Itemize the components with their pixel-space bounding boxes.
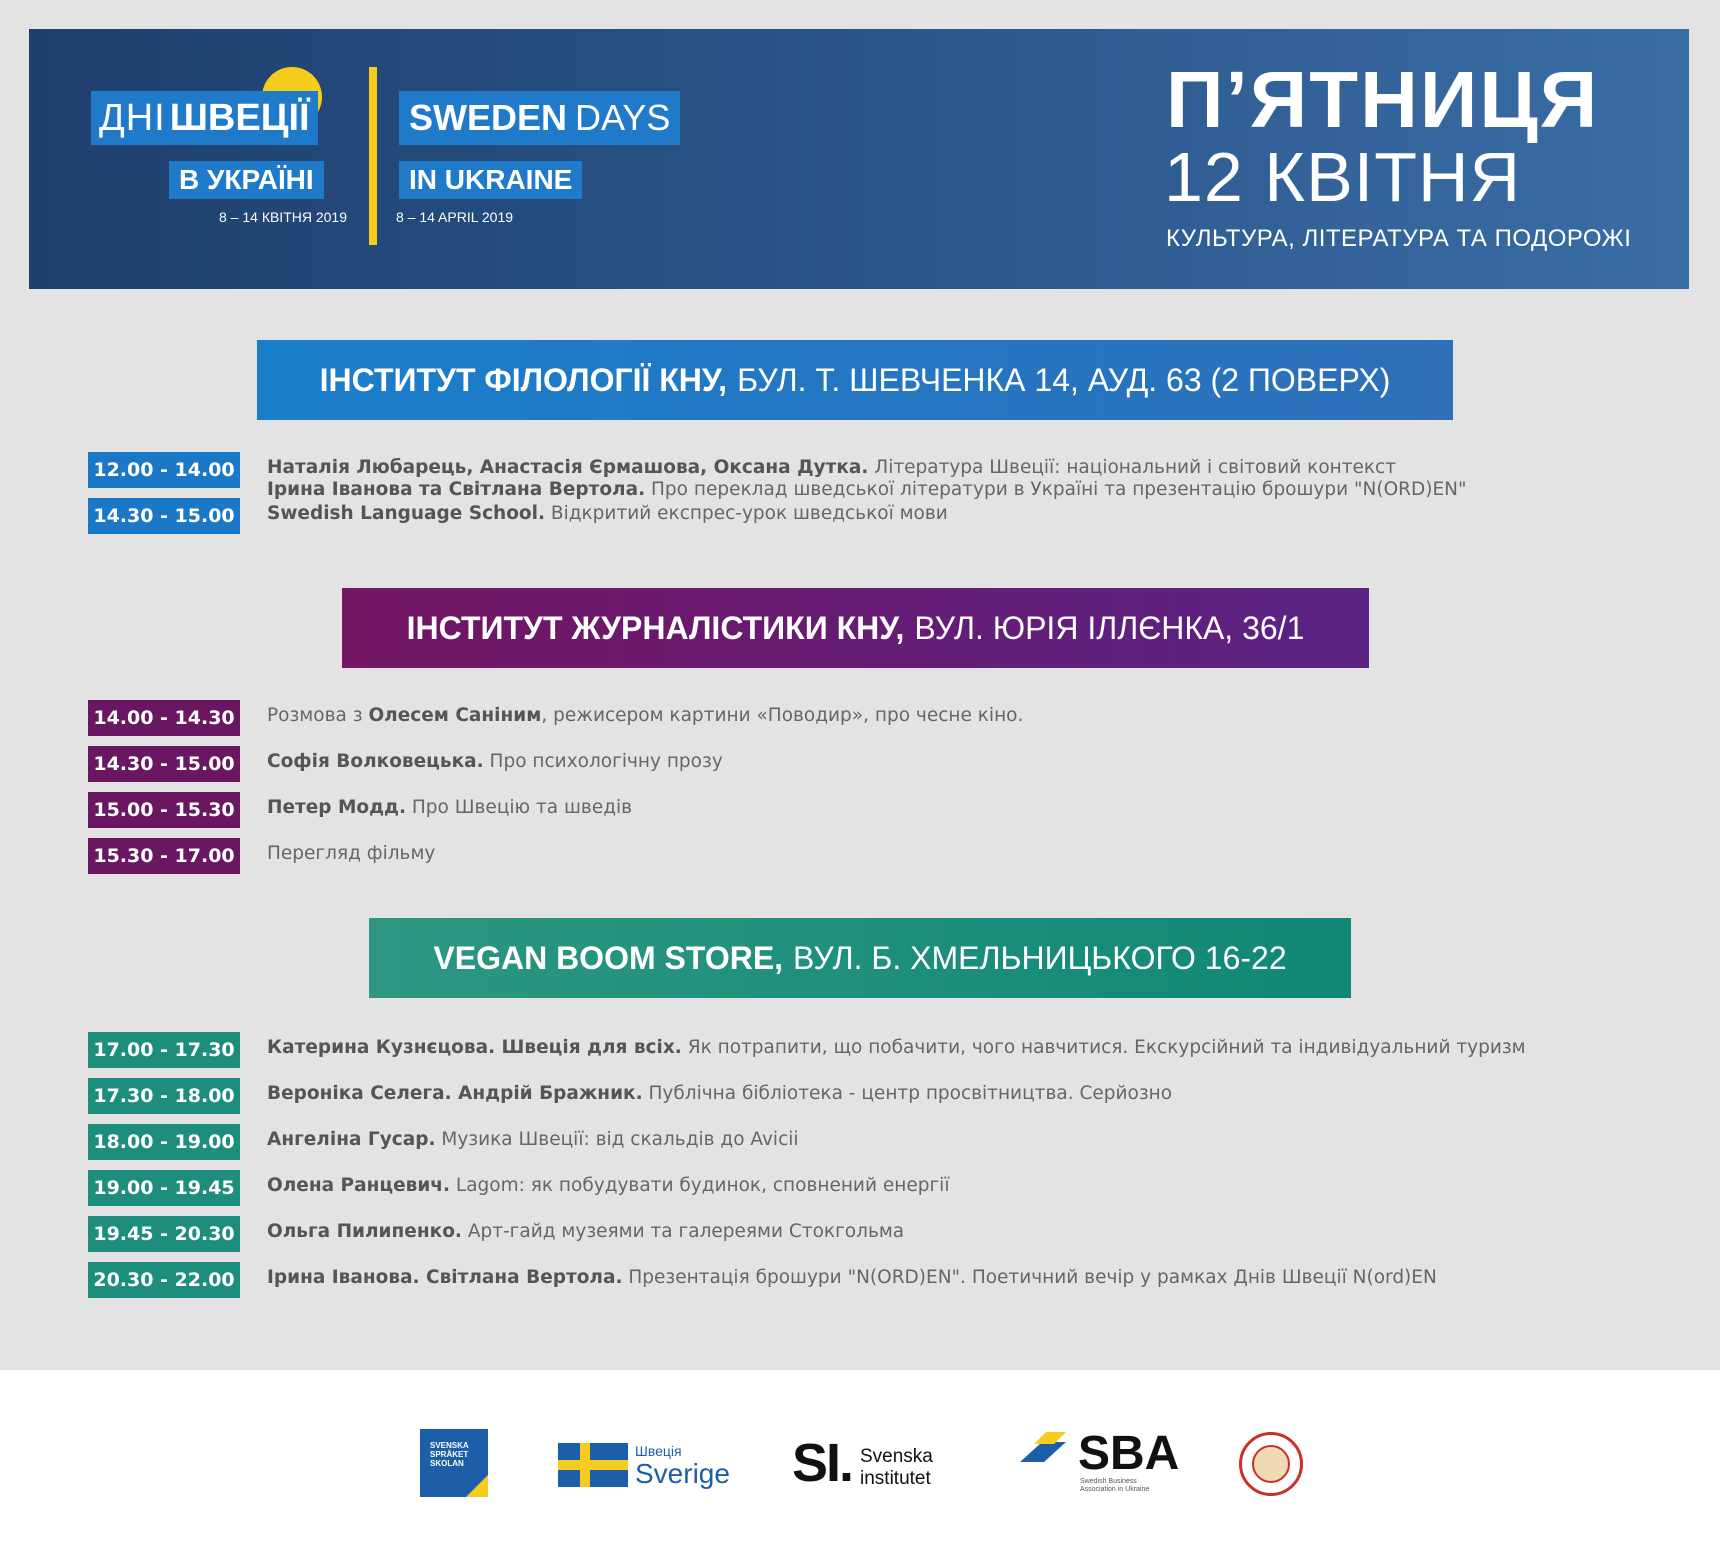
event-description bbox=[267, 452, 1467, 501]
schedule-row bbox=[88, 838, 435, 874]
event-title: Як потрапити, що побачити, чого навчитися. Екскурсійний та індивідуальний туризм bbox=[681, 1037, 1526, 1058]
event-description bbox=[267, 746, 723, 773]
flag-cross-horizontal bbox=[558, 1460, 628, 1470]
time-badge: 14.30 - 15.00 bbox=[88, 746, 240, 782]
event-title: Про переклад шведської літератури в Україні та презентацію брошури "N(ORD)EN" bbox=[645, 479, 1467, 500]
event-description bbox=[267, 1262, 1437, 1289]
time-badge: 15.30 - 17.00 bbox=[88, 838, 240, 874]
event-title: Про Швецію та шведів bbox=[406, 797, 633, 818]
sba-logo-text: SBA bbox=[1078, 1427, 1180, 1480]
university-seal-icon bbox=[1239, 1432, 1303, 1496]
event-title: Література Швеції: національний і світовий контекст bbox=[868, 457, 1397, 478]
svenska-institutet-line2: institutet bbox=[860, 1468, 931, 1489]
venue-name: ІНСТИТУТ ФІЛОЛОГІЇ КНУ, bbox=[319, 361, 728, 398]
time-badge: 14.30 - 15.00 bbox=[88, 498, 240, 534]
flag-cross-vertical bbox=[580, 1443, 590, 1487]
event-description bbox=[267, 700, 1023, 727]
schedule-row bbox=[88, 452, 1467, 501]
event-title: Презентація брошури "N(ORD)EN". Поетичний вечір у рамках Днів Швеції N(ord)EN bbox=[622, 1267, 1437, 1288]
event-title: Lagom: як побудувати будинок, сповнений енергії bbox=[450, 1175, 950, 1196]
event-description bbox=[267, 1216, 904, 1243]
schedule-row bbox=[88, 1078, 1172, 1114]
event-title: Публічна бібліотека - центр просвітництва. Серйозно bbox=[642, 1083, 1173, 1104]
venue-header-journalism bbox=[342, 588, 1369, 668]
time-badge: 15.00 - 15.30 bbox=[88, 792, 240, 828]
speaker-names: Swedish Language School. bbox=[267, 503, 545, 524]
sverige-logo-text: Sverige bbox=[635, 1458, 730, 1489]
event-prefix: Розмова з bbox=[267, 705, 369, 726]
schedule-row bbox=[88, 1170, 949, 1206]
event-description bbox=[267, 838, 435, 865]
ssk-line: SVENSKA bbox=[430, 1441, 469, 1450]
event-description bbox=[267, 498, 948, 525]
event-title: , режисером картини «Поводир», про чесне кіно. bbox=[541, 705, 1024, 726]
schedule-row bbox=[88, 1216, 904, 1252]
sba-subtitle: Swedish Business Association in Ukraine bbox=[1080, 1478, 1150, 1493]
event-description bbox=[267, 1124, 799, 1151]
event-title: Музика Швеції: від скальдів до Avicii bbox=[435, 1129, 799, 1150]
event-line bbox=[267, 457, 1467, 479]
schedule-row bbox=[88, 1124, 799, 1160]
logo-ua-date: 8 – 14 КВІТНЯ 2019 bbox=[219, 209, 348, 225]
event-description bbox=[267, 792, 632, 819]
schedule-row bbox=[88, 498, 948, 534]
sponsors-footer bbox=[0, 1370, 1720, 1561]
speaker-names: Ольга Пилипенко. bbox=[267, 1221, 462, 1242]
logo-ua-subtitle: В УКРАЇНІ bbox=[169, 161, 324, 199]
logo-ua-bold: ШВЕЦІЇ bbox=[169, 96, 310, 139]
venue-address: ВУЛ. ЮРІЯ ІЛЛЄНКА, 36/1 bbox=[914, 609, 1305, 646]
schedule-row bbox=[88, 700, 1023, 736]
logo-en-thin: DAYS bbox=[575, 97, 671, 138]
logo-en-title bbox=[399, 91, 680, 145]
event-title: Перегляд фільму bbox=[267, 843, 436, 864]
speaker-names: Софія Волковецька. bbox=[267, 751, 484, 772]
event-description bbox=[267, 1078, 1172, 1105]
sba-mark-icon bbox=[1020, 1432, 1066, 1462]
speaker-names: Ірина Іванова. Світлана Вертола. bbox=[267, 1267, 623, 1288]
time-badge: 19.00 - 19.45 bbox=[88, 1170, 240, 1206]
event-description bbox=[267, 1170, 949, 1197]
time-badge: 14.00 - 14.30 bbox=[88, 700, 240, 736]
day-date: 12 КВІТНЯ bbox=[1164, 138, 1522, 216]
logo-divider bbox=[369, 67, 377, 245]
svenska-institutet-mark: SI. bbox=[792, 1433, 853, 1493]
venue-address: ВУЛ. Б. ХМЕЛЬНИЦЬКОГО 16-22 bbox=[793, 939, 1287, 976]
venue-name: ІНСТИТУТ ЖУРНАЛІСТИКИ КНУ, bbox=[406, 609, 905, 646]
logo-en-subtitle: IN UKRAINE bbox=[399, 161, 582, 199]
corner-icon bbox=[466, 1475, 488, 1497]
logo-ua-thin: ДНІ bbox=[99, 96, 166, 139]
venue-name: VEGAN BOOM STORE, bbox=[433, 939, 784, 976]
seal-inner bbox=[1252, 1445, 1290, 1483]
time-badge: 20.30 - 22.00 bbox=[88, 1262, 240, 1298]
schedule-row bbox=[88, 746, 723, 782]
event-description bbox=[267, 1032, 1526, 1059]
header-banner bbox=[29, 29, 1689, 289]
logo-en-date: 8 – 14 APRIL 2019 bbox=[396, 209, 514, 225]
schedule-row bbox=[88, 1032, 1526, 1068]
day-subtitle: КУЛЬТУРА, ЛІТЕРАТУРА ТА ПОДОРОЖІ bbox=[1166, 225, 1632, 252]
time-badge: 19.45 - 20.30 bbox=[88, 1216, 240, 1252]
svenska-spraket-skolan-logo bbox=[420, 1429, 488, 1497]
speaker-names: Вероніка Селега. Андрій Бражник. bbox=[267, 1083, 643, 1104]
schedule-row bbox=[88, 792, 632, 828]
venue-address: БУЛ. Т. ШЕВЧЕНКА 14, АУД. 63 (2 ПОВЕРХ) bbox=[737, 361, 1391, 398]
logo-en-bold: SWEDEN bbox=[409, 97, 568, 138]
time-badge: 17.30 - 18.00 bbox=[88, 1078, 240, 1114]
sverige-logo-small: Швеція bbox=[635, 1443, 682, 1459]
swedish-flag-icon bbox=[558, 1443, 628, 1487]
ssk-line: SKOLAN bbox=[430, 1459, 464, 1468]
speaker-names: Олена Ранцевич. bbox=[267, 1175, 451, 1196]
ssk-line: SPRÅKET bbox=[430, 1450, 469, 1459]
venue-header-philology bbox=[257, 340, 1453, 420]
time-badge: 12.00 - 14.00 bbox=[88, 452, 240, 488]
speaker-names: Ірина Іванова та Світлана Вертола. bbox=[267, 479, 646, 500]
event-title: Про психологічну прозу bbox=[483, 751, 723, 772]
speaker-names: Катерина Кузнєцова. Швеція для всіх. bbox=[267, 1037, 682, 1058]
speaker-names: Олесем Саніним bbox=[368, 705, 542, 726]
speaker-names: Ангеліна Гусар. bbox=[267, 1129, 436, 1150]
schedule-row bbox=[88, 1262, 1437, 1298]
speaker-names: Петер Модд. bbox=[267, 797, 407, 818]
venue-header-vegan-boom bbox=[369, 918, 1351, 998]
day-title: П’ЯТНИЦЯ bbox=[1166, 55, 1600, 144]
logo-ua-title bbox=[91, 91, 318, 145]
event-title: Відкритий експрес-урок шведської мови bbox=[545, 503, 948, 524]
event-title: Арт-гайд музеями та галереями Стокгольма bbox=[461, 1221, 905, 1242]
time-badge: 17.00 - 17.30 bbox=[88, 1032, 240, 1068]
speaker-names: Наталія Любарець, Анастасія Єрмашова, Оксана Дутка. bbox=[267, 457, 869, 478]
svenska-institutet-line1: Svenska bbox=[860, 1446, 933, 1467]
time-badge: 18.00 - 19.00 bbox=[88, 1124, 240, 1160]
